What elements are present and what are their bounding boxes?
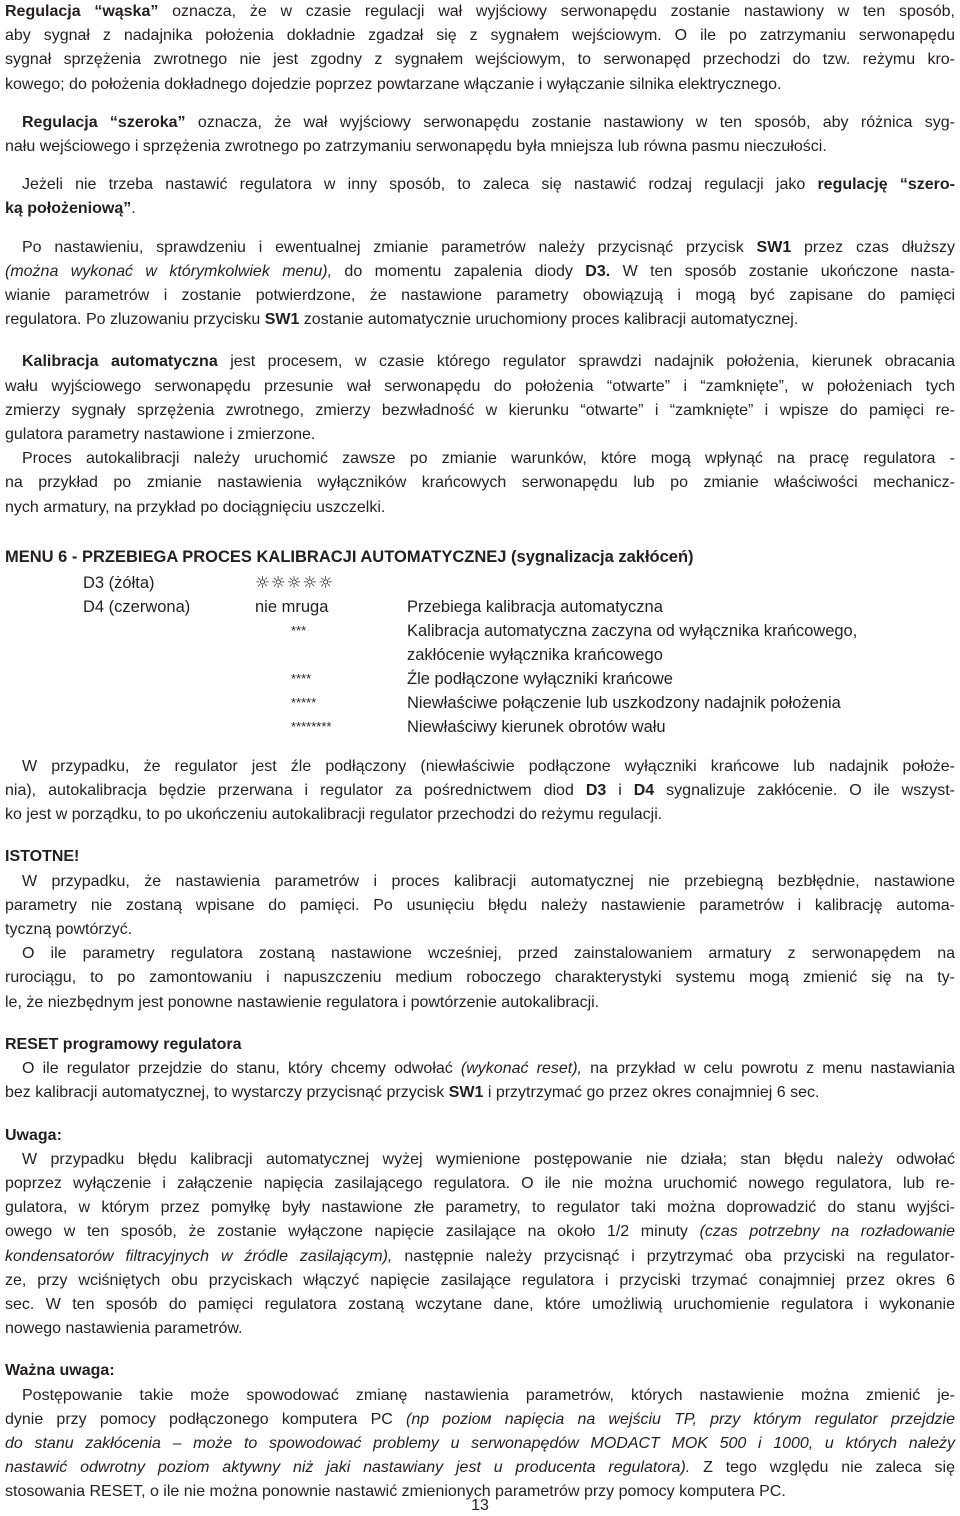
- d4-description: Niewłaściwy kierunek obrotów wału: [407, 717, 666, 736]
- istotne-heading: ISTOTNE!: [5, 848, 80, 866]
- wazna-uwaga-heading: Ważna uwaga:: [5, 1362, 115, 1380]
- d4-code: *****: [291, 694, 317, 710]
- manual-page: [5, 0, 955, 1505]
- page-number: 13: [471, 1497, 489, 1514]
- d4-description: Przebiega kalibracja automatyczna: [407, 597, 663, 616]
- d4-code: ****: [291, 670, 312, 686]
- wazna-uwaga-section: Ważna uwaga: Postępowanie takie może spowodować zmianę nastawienia parametrów, których nastawienie można zmienić je- dynie przy pomocy podłączonego komputera PC (np pozioм napięcia na wejściu TP, przy którym regulator przejdzie do stanu zakłócenia – może to spowodować problemy u serwonapędów MODACT MOK 500 i 1000, u których należy nastawić odwrotny poziom aktywny niż jaki nastawiany jest u producenta regulatora). Z tego względu nie zaleca się stosowania RESET, o ile nie można ponownie nastawić zmienionych parametrów przy pomocy komputera PC.: [5, 1359, 955, 1504]
- recommendation-paragraph: Jeżeli nie trzeba nastawić regulatora w inny sposób, to zaleca się nastawić rodzaj regulacji jako regulację “szero- ką położeniową”.: [5, 176, 955, 218]
- reset-heading: RESET programowy regulatora: [5, 1035, 242, 1053]
- d4-label: D4 (czerwona): [83, 597, 191, 616]
- wrong-connection-paragraph: W przypadku, że regulator jest źle podłączony (niewłaściwie podłączone wyłączniki krańcowe lub nadajnik położe- nia), autokalibracja będzie przerwana i regulator za pośrednictwem diod D3 i D4 sygnalizuje zakłócenie. O ile wszyst- ko jest w porządku, to po ukończeniu autokalibracji regulator przechodzi do reżymu regulacji.: [5, 757, 955, 824]
- d4-code: nie mruga: [255, 597, 329, 616]
- sw1-paragraph: Po nastawieniu, sprawdzeniu i ewentualnej zmianie parametrów należy przycisnąć przycisk SW1 przez czas dłuższy (można wykonać w którymkolwiek menu), do momentu zapalenia diody D3. W ten sposób zostanie ukończone nasta- wianie parametrów i zostanie potwierdzone, że nastawione parametry obowiązują i mogą być zapisane do pamięci regulatora. Po zluzowaniu przycisku SW1 zostanie automatycznie uruchomiony proces kalibracji automatycznej.: [5, 238, 956, 329]
- d4-description: Kalibracja automatyczna zaczyna od wyłącznika krańcowego,: [407, 621, 858, 640]
- menu6-table: [5, 571, 955, 739]
- d4-code: ********: [291, 718, 332, 734]
- d3-label: D3 (żółta): [83, 573, 155, 592]
- narrow-regulation-paragraph: Regulacja “wąska” oznacza, że w czasie regulacji wał wyjściowy serwonapędu zostanie nastawiony w ten sposób, aby sygnał z nadajnika położenia dokładnie zgadzał się z sygnałem wejściowym. O ile po zatrzymaniu serwonapędu sygnał sprzężenia zwrotnego nie jest zgodny z sygnałem wejściowym, to serwonapęd przechodzi do tzw. reżymu kro- kowego; do położenia dokładnego dojedzie poprzez powtarzane włączanie i wyłączanie silnika elektrycznego.: [5, 3, 955, 93]
- narrow-regulation-term: Regulacja “wąska”: [5, 3, 159, 20]
- d4-code: ***: [291, 622, 307, 638]
- uwaga-heading: Uwaga:: [5, 1126, 62, 1144]
- d4-description: zakłócenie wyłącznika krańcowego: [407, 645, 663, 664]
- menu6-heading: MENU 6 - PRZEBIEGA PROCES KALIBRACJI AUTOMATYCZNEJ (sygnalizacja zakłóceń): [5, 547, 694, 566]
- wide-regulation-term: Regulacja “szeroka”: [22, 113, 186, 131]
- auto-calibration-paragraph: Kalibracja automatyczna jest procesem, w czasie którego regulator sprawdzi nadajnik położenia, kierunek obracania wału wyjściowego serwonapędu przesunie wał serwonapędu do położenia “otwarte” i “zamknięte”, w położeniach tych zmierzy sygnały sprzężenia zwrotnego, zmierzy bezwładność w kierunku “otwarte” i “zamknięte” i wpisze do pamięci re- gulatora parametry nastawione i zmierzone. Proces autokalibracji należy uruchomić zawsze po zmianie warunków, które mogą wpłynąć na pracę regulatora - na przykład po zmianie nastawienia wyłączników krańcowych serwonapędu lub po zmianie właściwości mechanicz- nych armatury, na przykład po dociągnięciu uszczelki.: [5, 353, 956, 516]
- d4-description: Niewłaściwe połączenie lub uszkodzony nadajnik położenia: [407, 693, 841, 712]
- d3-blink-symbols: ☼☼☼☼☼: [255, 572, 334, 592]
- wide-regulation-paragraph: Regulacja “szeroka” oznacza, że wał wyjściowy serwonapędu zostanie nastawiony w ten sposób, aby różnica syg- nału wejściowego i sprzężenia zwrotnego po zatrzymaniu serwonapędu była mniejsza lub równa pasmu nieczułości.: [5, 113, 956, 156]
- uwaga-section: Uwaga: W przypadku błędu kalibracji automatycznej wyżej wymienione postępowanie nie działa; stan błędu należy odwołać poprzez wyłączenie i załączenie napięcia zasilającego regulatora. O ile nie można uruchomić nowego regulatora, lub re- gulatora, w którym przez pomyłkę były nastawione złe parametry, to regulator taki można doprowadzić do stanu wyjści- owego w ten sposób, że zostanie wyłączone napięcie zasilające na około 1/2 minuty (czas potrzebny na rozładowanie kondensatorów filtracyjnych w źródle zasilającym), następnie należy przycisnąć i przytrzymać oba przyciski na regulator- ze, przy wciśniętych obu przyciskach włączyć napięcie zasilające regulatora i przyciski trzymać conajmniej przez okres 6 sec. W ten sposób do pamięci regulatora zostaną wczytane dane, które umożliwią uruchomienie regulatora i wykonanie nowego nastawienia parametrów.: [5, 1124, 955, 1342]
- reset-section: RESET programowy regulatora O ile regulator przejdzie do stanu, który chcemy odwołać (wykonać reset), na przykład w celu powrotu z menu nastawiania bez kalibracji automatycznej, to wystarczy przycisnąć przycisk SW1 i przytrzymać go przez okres conajmniej 6 sec.: [5, 1033, 955, 1106]
- auto-calibration-term: Kalibracja automatyczna: [22, 353, 218, 371]
- istotne-section: ISTOTNE! W przypadku, że nastawienia parametrów i proces kalibracji automatycznej nie przebiegną bezbłędnie, nastawione parametry nie zostaną wpisane do pamięci. Po usunięciu błędu należy nastawienie parametrów i kalibrację automa- tyczną powtórzyć. O ile parametry regulatora zostaną nastawione wcześniej, przed zainstalowaniem armatury z serwonapędem na rurociągu, to po zamontowaniu i napuszczeniu medium roboczego charakterystyki systemu mogą zmienić się na ty- le, że niezbędnym jest ponowne nastawienie regulatora i powtórzenie autokalibracji.: [5, 845, 955, 1014]
- d4-description: Źle podłączone wyłączniki krańcowe: [407, 669, 673, 688]
